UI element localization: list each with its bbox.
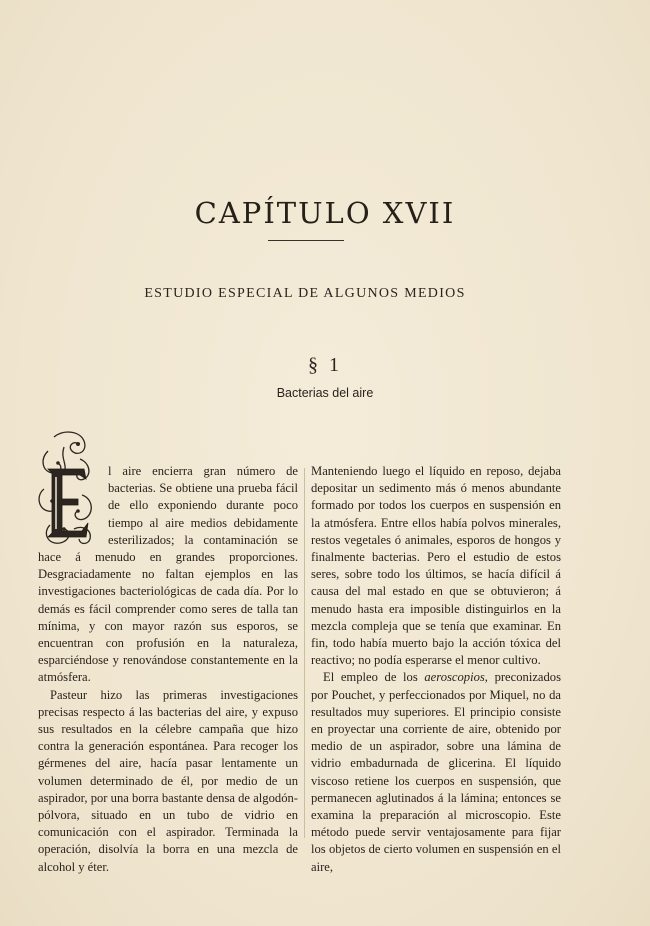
ornamental-dropcap-e-icon — [34, 429, 102, 547]
chapter-subtitle: ESTUDIO ESPECIAL DE ALGUNOS MEDIOS — [144, 286, 466, 301]
chapter-title: CAPÍTULO XVII — [194, 196, 456, 230]
section-heading: Bacterias del aire — [276, 386, 374, 400]
paragraph-text: El empleo de los — [323, 670, 425, 685]
title-rule — [268, 240, 344, 241]
paragraph: Manteniendo luego el líquido en reposo, dejaba depositar un sedimento más ó menos abundante formado por todos los cuerpos en suspensión en la atmósfera. Entre ellos había polvos minerales, restos vegetales ó animales, esporos de hongos y finalmente bacterias. Pero el estudio de estos seres, sobre todo los últimos, se hacía difícil á causa del mal estado en que se obtuvieron; á menudo hasta era imposible distinguirlos en la mezcla compleja que se tenía que examinar. En fin, todo había muerto bajo la acción tóxica del reactivo; no podía esperarse el menor cultivo. — [311, 464, 561, 668]
column-divider — [304, 468, 305, 838]
paragraph: Pasteur hizo las primeras investigaciones precisas respecto á las bacterias del aire, y expuso sus resultados en la célebre campaña que hizo contra la generación espontánea. Para recoger los gérmenes del aire, hacía pasar lentamente un volumen determinado de él, por medio de un aspirador, por una borra bastante densa de algodón-pólvora, situado en un tubo de vidrio en comunicación con el aspirador. Terminada la operación, disolvía la borra en una mezcla de alcohol y éter. — [38, 687, 298, 874]
paragraph-text: , preconizados por Pouchet, y perfeccionados por Miquel, no da resultados muy superiores. El principio consiste en proyectar una corriente de aire, obtenido por medio de un aspirador, sobre una lámina de vidrio embadurnada de glicerina. El líquido viscoso retiene los cuerpos en suspensión, que permanecen aglutinados á la lámina; entonces se examina la preparación al microscopio. Este método puede servir ventajosamente para fijar los objetos de cierto volumen en suspensión en el aire, — [311, 670, 561, 874]
italic-term: aeroscopios — [424, 670, 485, 685]
paragraph — [311, 669, 561, 875]
paragraph: l aire encierra gran número de bacterias. Se obtiene una prueba fácil de ello exponiendo durante poco tiempo al aire medios debidamente esterilizados; la contaminación se hace á menudo en grandes proporciones. Desgraciadamente no faltan ejemplos en las investigaciones bacteriológicas de cada día. Por lo demás es fácil comprender como seres de talla tan mínima, y con mayor razón sus esporos, se encuentran con profusión en la naturaleza, esparciéndose y renovándose constantemente en la atmósfera. — [38, 464, 298, 685]
section-mark: § 1 — [308, 354, 342, 376]
left-column — [38, 463, 298, 876]
right-column — [311, 463, 561, 876]
